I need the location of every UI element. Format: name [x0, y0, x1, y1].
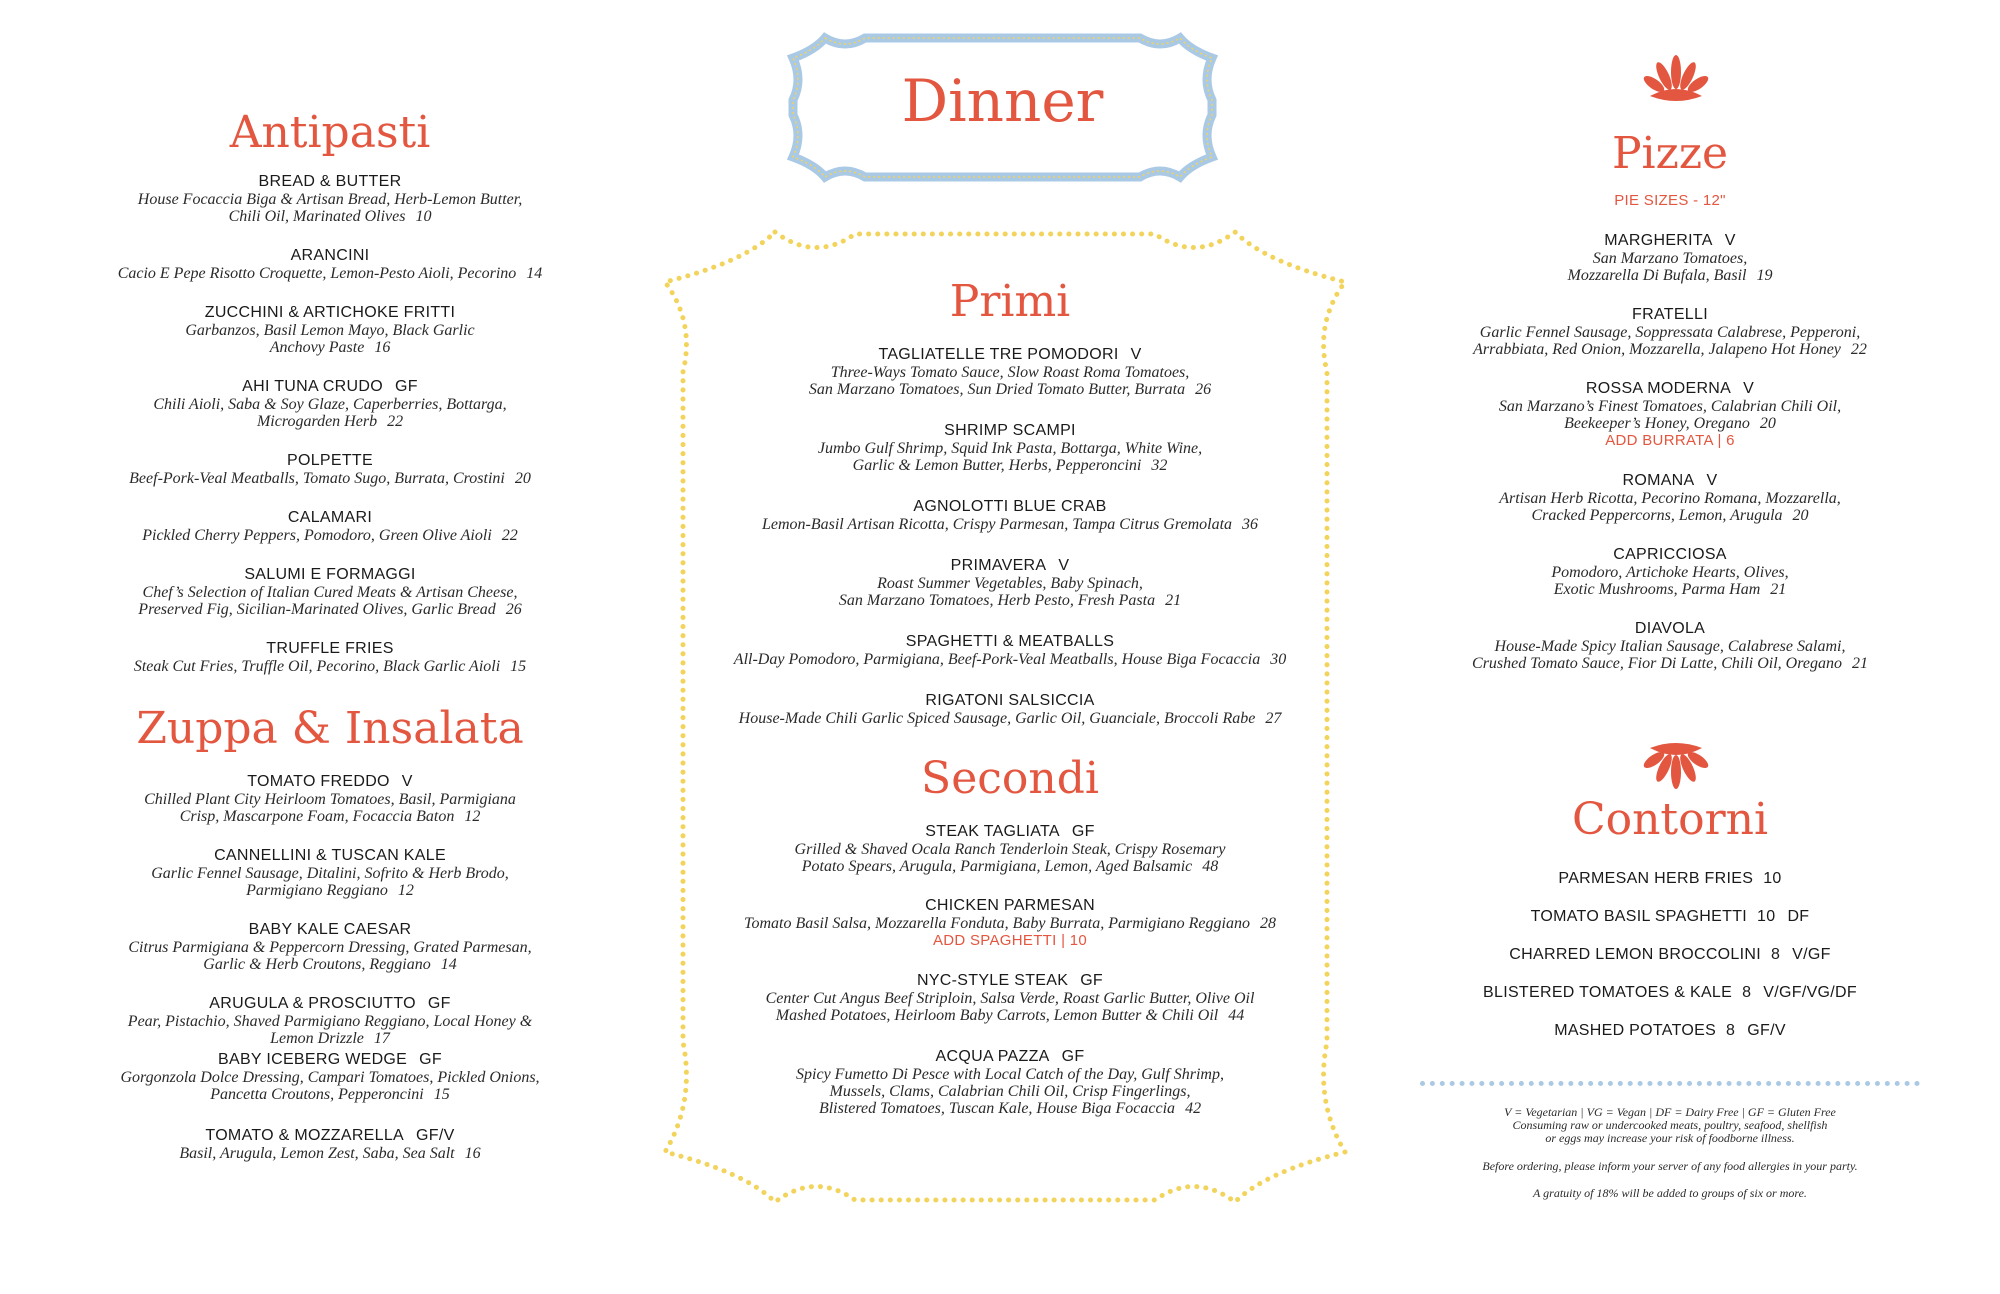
item-desc: Basil, Arugula, Lemon Zest, Saba, Sea Salt: [179, 1145, 455, 1162]
item-name: TRUFFLE FRIES: [266, 640, 394, 657]
item-price: 8: [1770, 946, 1781, 963]
menu-item: [60, 247, 600, 282]
item-tag: GF: [1080, 972, 1104, 989]
contorni-item: [1400, 984, 1940, 1002]
item-name: BREAD & BUTTER: [258, 173, 402, 190]
item-price: 26: [505, 601, 522, 618]
gratuity-notice: A gratuity of 18% will be added to groups of six or more.: [1533, 1186, 1807, 1200]
item-desc: Microgarden Herb: [256, 413, 378, 430]
menu-item: [60, 452, 600, 487]
item-name: AHI TUNA CRUDO: [242, 378, 383, 395]
item-price: 27: [1265, 710, 1282, 727]
item-desc: House-Made Chili Garlic Spiced Sausage, Garlic Oil, Guanciale, Broccoli Rabe: [738, 710, 1256, 727]
item-desc: Three-Ways Tomato Sauce, Slow Roast Roma Tomatoes,: [830, 364, 1190, 381]
right-column: [1400, 0, 1940, 1040]
item-name: SPAGHETTI & MEATBALLS: [905, 633, 1115, 650]
item-desc: Chili Aioli, Saba & Soy Glaze, Caperberries, Bottarga,: [153, 396, 507, 413]
item-price: 17: [373, 1030, 390, 1047]
item-name: MASHED POTATOES: [1554, 1022, 1717, 1039]
item-price: 20: [1792, 507, 1809, 524]
pizze-subtitle: PIE SIZES - 12": [1614, 192, 1726, 209]
item-name: TAGLIATELLE TRE POMODORI: [878, 346, 1119, 363]
menu-item: [60, 921, 600, 973]
item-desc: Grilled & Shaved Ocala Ranch Tenderloin Steak, Crispy Rosemary: [794, 841, 1226, 858]
secondi-heading: Secondi: [921, 753, 1099, 804]
item-price: 10: [1757, 908, 1776, 925]
item-tag: V: [1706, 472, 1718, 489]
item-desc: Lemon-Basil Artisan Ricotta, Crispy Parmesan, Tampa Citrus Gremolata: [761, 516, 1233, 533]
menu-item: [1400, 306, 1940, 358]
item-price: 44: [1228, 1007, 1245, 1024]
menu-item: [60, 1051, 600, 1103]
item-name: SHRIMP SCAMPI: [944, 422, 1076, 439]
item-desc: Potato Spears, Arugula, Parmigiana, Lemon, Aged Balsamic: [801, 858, 1193, 875]
item-price: 15: [510, 658, 527, 675]
addon-note: ADD BURRATA | 6: [1605, 432, 1735, 449]
item-price: 19: [1756, 267, 1773, 284]
item-name: TOMATO FREDDO: [247, 773, 390, 790]
addon-note: ADD SPAGHETTI | 10: [932, 932, 1088, 949]
menu-item: [60, 1127, 600, 1162]
item-price: 32: [1151, 457, 1168, 474]
item-name: BABY KALE CAESAR: [248, 921, 412, 938]
item-price: 14: [440, 956, 457, 973]
item-desc: Center Cut Angus Beef Striploin, Salsa Verde, Roast Garlic Butter, Olive Oil: [765, 990, 1255, 1007]
item-desc: Arrabbiata, Red Onion, Mozzarella, Jalapeno Hot Honey: [1473, 341, 1841, 358]
item-desc: Preserved Fig, Sicilian-Marinated Olives, Garlic Bread: [138, 601, 496, 618]
item-name: POLPETTE: [287, 452, 373, 469]
zuppa-heading: Zuppa & Insalata: [136, 703, 524, 754]
item-price: 22: [501, 527, 518, 544]
menu-item: [660, 633, 1360, 668]
item-price: 22: [387, 413, 404, 430]
item-desc: Chili Oil, Marinated Olives: [228, 208, 406, 225]
item-name: ARANCINI: [290, 247, 370, 264]
menu-item: [1400, 472, 1940, 524]
antipasti-heading: Antipasti: [229, 107, 431, 158]
menu-item: [60, 847, 600, 899]
menu-item: [660, 346, 1360, 398]
item-desc: Exotic Mushrooms, Parma Ham: [1553, 581, 1761, 598]
menu-item: [660, 897, 1360, 950]
menu-item: [60, 509, 600, 544]
item-desc: Roast Summer Vegetables, Baby Spinach,: [877, 575, 1143, 592]
item-name: PRIMAVERA: [950, 557, 1047, 574]
item-price: 26: [1195, 381, 1212, 398]
contorni-item: [1400, 870, 1940, 888]
item-name: AGNOLOTTI BLUE CRAB: [913, 498, 1107, 515]
item-price: 20: [1759, 415, 1776, 432]
center-column: [660, 0, 1360, 1117]
menu-item: [660, 422, 1360, 474]
item-desc: Gorgonzola Dolce Dressing, Campari Tomatoes, Pickled Onions,: [120, 1069, 540, 1086]
item-desc: Crisp, Mascarpone Foam, Focaccia Baton: [179, 808, 455, 825]
item-desc: Lemon Drizzle: [270, 1030, 364, 1047]
item-desc: Garbanzos, Basil Lemon Mayo, Black Garlic: [185, 322, 475, 339]
menu-item: [660, 1048, 1360, 1117]
item-desc: Parmigiano Reggiano: [246, 882, 388, 899]
raw-food-warning: Consuming raw or undercooked meats, poultry, seafood, shellfish: [1512, 1118, 1828, 1132]
item-price: 42: [1185, 1100, 1202, 1117]
item-name: TOMATO & MOZZARELLA: [205, 1127, 405, 1144]
item-desc: Pancetta Croutons, Pepperoncini: [210, 1086, 424, 1103]
menu-item: [60, 173, 600, 225]
item-price: 16: [464, 1145, 481, 1162]
item-price: 21: [1165, 592, 1182, 609]
item-price: 15: [433, 1086, 450, 1103]
item-name: CANNELLINI & TUSCAN KALE: [214, 847, 446, 864]
contorni-item: [1400, 908, 1940, 926]
menu-item: [660, 692, 1360, 727]
item-tag: GF/V: [1747, 1022, 1786, 1039]
primi-heading: Primi: [949, 276, 1071, 327]
item-tag: DF: [1787, 908, 1810, 925]
contorni-heading: Contorni: [1571, 794, 1769, 845]
item-tag: V: [1743, 380, 1755, 397]
item-desc: Jumbo Gulf Shrimp, Squid Ink Pasta, Bottarga, White Wine,: [817, 440, 1203, 457]
item-tag: GF/V: [416, 1127, 455, 1144]
item-name: CHICKEN PARMESAN: [925, 897, 1095, 914]
item-name: ROSSA MODERNA: [1585, 380, 1732, 397]
item-tag: GF: [1061, 1048, 1085, 1065]
allergy-notice: Before ordering, please inform your server of any food allergies in your party.: [1482, 1159, 1858, 1173]
menu-item: [660, 498, 1360, 533]
item-desc: San Marzano’s Finest Tomatoes, Calabrian Chili Oil,: [1498, 398, 1842, 415]
item-name: ARUGULA & PROSCIUTTO: [209, 995, 416, 1012]
menu-item: [60, 640, 600, 675]
item-desc: San Marzano Tomatoes, Sun Dried Tomato Butter, Burrata: [808, 381, 1186, 398]
footer-divider: [1420, 1081, 1920, 1086]
item-name: RIGATONI SALSICCIA: [925, 692, 1095, 709]
item-price: 10: [415, 208, 432, 225]
item-price: 30: [1270, 651, 1287, 668]
item-price: 8: [1742, 984, 1752, 1001]
left-column: [60, 0, 600, 1162]
item-desc: Chef’s Selection of Italian Cured Meats & Artisan Cheese,: [142, 584, 518, 601]
item-price: 21: [1770, 581, 1787, 598]
item-price: 16: [374, 339, 391, 356]
item-desc: Cacio E Pepe Risotto Croquette, Lemon-Pesto Aioli, Pecorino: [117, 265, 517, 282]
item-name: NYC-STYLE STEAK: [916, 972, 1069, 989]
item-desc: Blistered Tomatoes, Tuscan Kale, House Biga Focaccia: [818, 1100, 1176, 1117]
menu-item: [60, 773, 600, 825]
item-tag: V: [1058, 557, 1070, 574]
item-tag: V: [1724, 232, 1736, 249]
item-name: CHARRED LEMON BROCCOLINI: [1509, 946, 1761, 963]
menu-item: [660, 823, 1360, 875]
item-name: CAPRICCIOSA: [1613, 546, 1727, 563]
item-desc: Mozzarella Di Bufala, Basil: [1567, 267, 1747, 284]
raw-food-warning: or eggs may increase your risk of foodborne illness.: [1545, 1131, 1795, 1145]
item-desc: Anchovy Paste: [269, 339, 365, 356]
menu-item: [1400, 380, 1940, 450]
item-desc: Beef-Pork-Veal Meatballs, Tomato Sugo, Burrata, Crostini: [129, 470, 505, 487]
item-desc: Artisan Herb Ricotta, Pecorino Romana, Mozzarella,: [1499, 490, 1841, 507]
menu-item: [60, 566, 600, 618]
item-price: 20: [514, 470, 531, 487]
menu-item: [60, 378, 600, 430]
item-desc: Garlic & Herb Croutons, Reggiano: [203, 956, 431, 973]
item-name: DIAVOLA: [1634, 620, 1706, 637]
item-tag: GF: [1071, 823, 1095, 840]
contorni-item: [1400, 946, 1940, 964]
item-price: 14: [526, 265, 543, 282]
item-price: 12: [464, 808, 481, 825]
item-name: ROMANA: [1622, 472, 1695, 489]
item-desc: San Marzano Tomatoes, Herb Pesto, Fresh Pasta: [838, 592, 1156, 609]
item-desc: Steak Cut Fries, Truffle Oil, Pecorino, Black Garlic Aioli: [133, 658, 501, 675]
item-desc: Garlic Fennel Sausage, Ditalini, Sofrito & Herb Brodo,: [151, 865, 509, 882]
item-desc: Garlic & Lemon Butter, Herbs, Pepperoncini: [852, 457, 1142, 474]
item-desc: All-Day Pomodoro, Parmigiana, Beef-Pork-Veal Meatballs, House Biga Focaccia: [733, 651, 1261, 668]
item-price: 36: [1242, 516, 1259, 533]
item-name: TOMATO BASIL SPAGHETTI: [1530, 908, 1748, 925]
menu-item: [660, 972, 1360, 1024]
contorni-item: [1400, 1022, 1940, 1040]
item-desc: San Marzano Tomatoes,: [1592, 250, 1748, 267]
item-desc: Citrus Parmigiana & Peppercorn Dressing, Grated Parmesan,: [128, 939, 532, 956]
item-desc: Pickled Cherry Peppers, Pomodoro, Green Olive Aioli: [142, 527, 492, 544]
item-desc: House-Made Spicy Italian Sausage, Calabrese Salami,: [1494, 638, 1846, 655]
item-name: MARGHERITA: [1604, 232, 1713, 249]
item-desc: Pear, Pistachio, Shaved Parmigiano Reggiano, Local Honey &: [127, 1013, 533, 1030]
item-tag: GF: [394, 378, 418, 395]
item-price: 28: [1259, 915, 1276, 932]
item-price: 12: [397, 882, 414, 899]
item-desc: Pomodoro, Artichoke Hearts, Olives,: [1551, 564, 1789, 581]
menu-item: [60, 995, 600, 1047]
item-name: STEAK TAGLIATA: [925, 823, 1060, 840]
item-desc: Garlic Fennel Sausage, Soppressata Calabrese, Pepperoni,: [1479, 324, 1861, 341]
item-desc: Mashed Potatoes, Heirloom Baby Carrots, Lemon Butter & Chili Oil: [775, 1007, 1219, 1024]
item-tag: GF: [427, 995, 451, 1012]
item-name: SALUMI E FORMAGGI: [244, 566, 416, 583]
item-name: BABY ICEBERG WEDGE: [218, 1051, 408, 1068]
item-desc: Chilled Plant City Heirloom Tomatoes, Basil, Parmigiana: [144, 791, 516, 808]
item-tag: V/GF: [1792, 946, 1831, 963]
item-tag: V: [1130, 346, 1142, 363]
item-desc: Cracked Peppercorns, Lemon, Arugula: [1531, 507, 1783, 524]
item-tag: V: [401, 773, 413, 790]
item-tag: GF: [419, 1051, 442, 1068]
item-name: PARMESAN HERB FRIES: [1558, 870, 1754, 887]
menu-item: [1400, 546, 1940, 598]
item-name: ACQUA PAZZA: [935, 1048, 1050, 1065]
menu-item: [1400, 232, 1940, 284]
item-name: BLISTERED TOMATOES & KALE: [1483, 984, 1733, 1001]
item-desc: Crushed Tomato Sauce, Fior Di Latte, Chili Oil, Oregano: [1472, 655, 1842, 672]
item-desc: Spicy Fumetto Di Pesce with Local Catch of the Day, Gulf Shrimp,: [796, 1066, 1224, 1083]
item-desc: Tomato Basil Salsa, Mozzarella Fonduta, Baby Burrata, Parmigiano Reggiano: [744, 915, 1250, 932]
item-desc: Mussels, Clams, Calabrian Chili Oil, Crisp Fingerlings,: [829, 1083, 1191, 1100]
item-name: CALAMARI: [287, 509, 373, 526]
item-price: 10: [1763, 870, 1782, 887]
item-desc: Beekeeper’s Honey, Oregano: [1564, 415, 1750, 432]
item-price: 48: [1202, 858, 1219, 875]
item-price: 22: [1850, 341, 1867, 358]
item-price: 8: [1726, 1022, 1736, 1039]
item-name: FRATELLI: [1632, 306, 1708, 323]
item-name: ZUCCHINI & ARTICHOKE FRITTI: [204, 304, 456, 321]
item-price: 21: [1851, 655, 1868, 672]
menu-item: [660, 557, 1360, 609]
item-desc: House Focaccia Biga & Artisan Bread, Herb-Lemon Butter,: [137, 191, 523, 208]
pizze-heading: Pizze: [1611, 128, 1729, 179]
item-tag: V/GF/VG/DF: [1763, 984, 1857, 1001]
dinner-title: Dinner: [901, 67, 1104, 135]
menu-item: [1400, 620, 1940, 672]
dietary-legend: V = Vegetarian | VG = Vegan | DF = Dairy Free | GF = Gluten Free: [1504, 1105, 1836, 1119]
menu-item: [60, 304, 600, 356]
